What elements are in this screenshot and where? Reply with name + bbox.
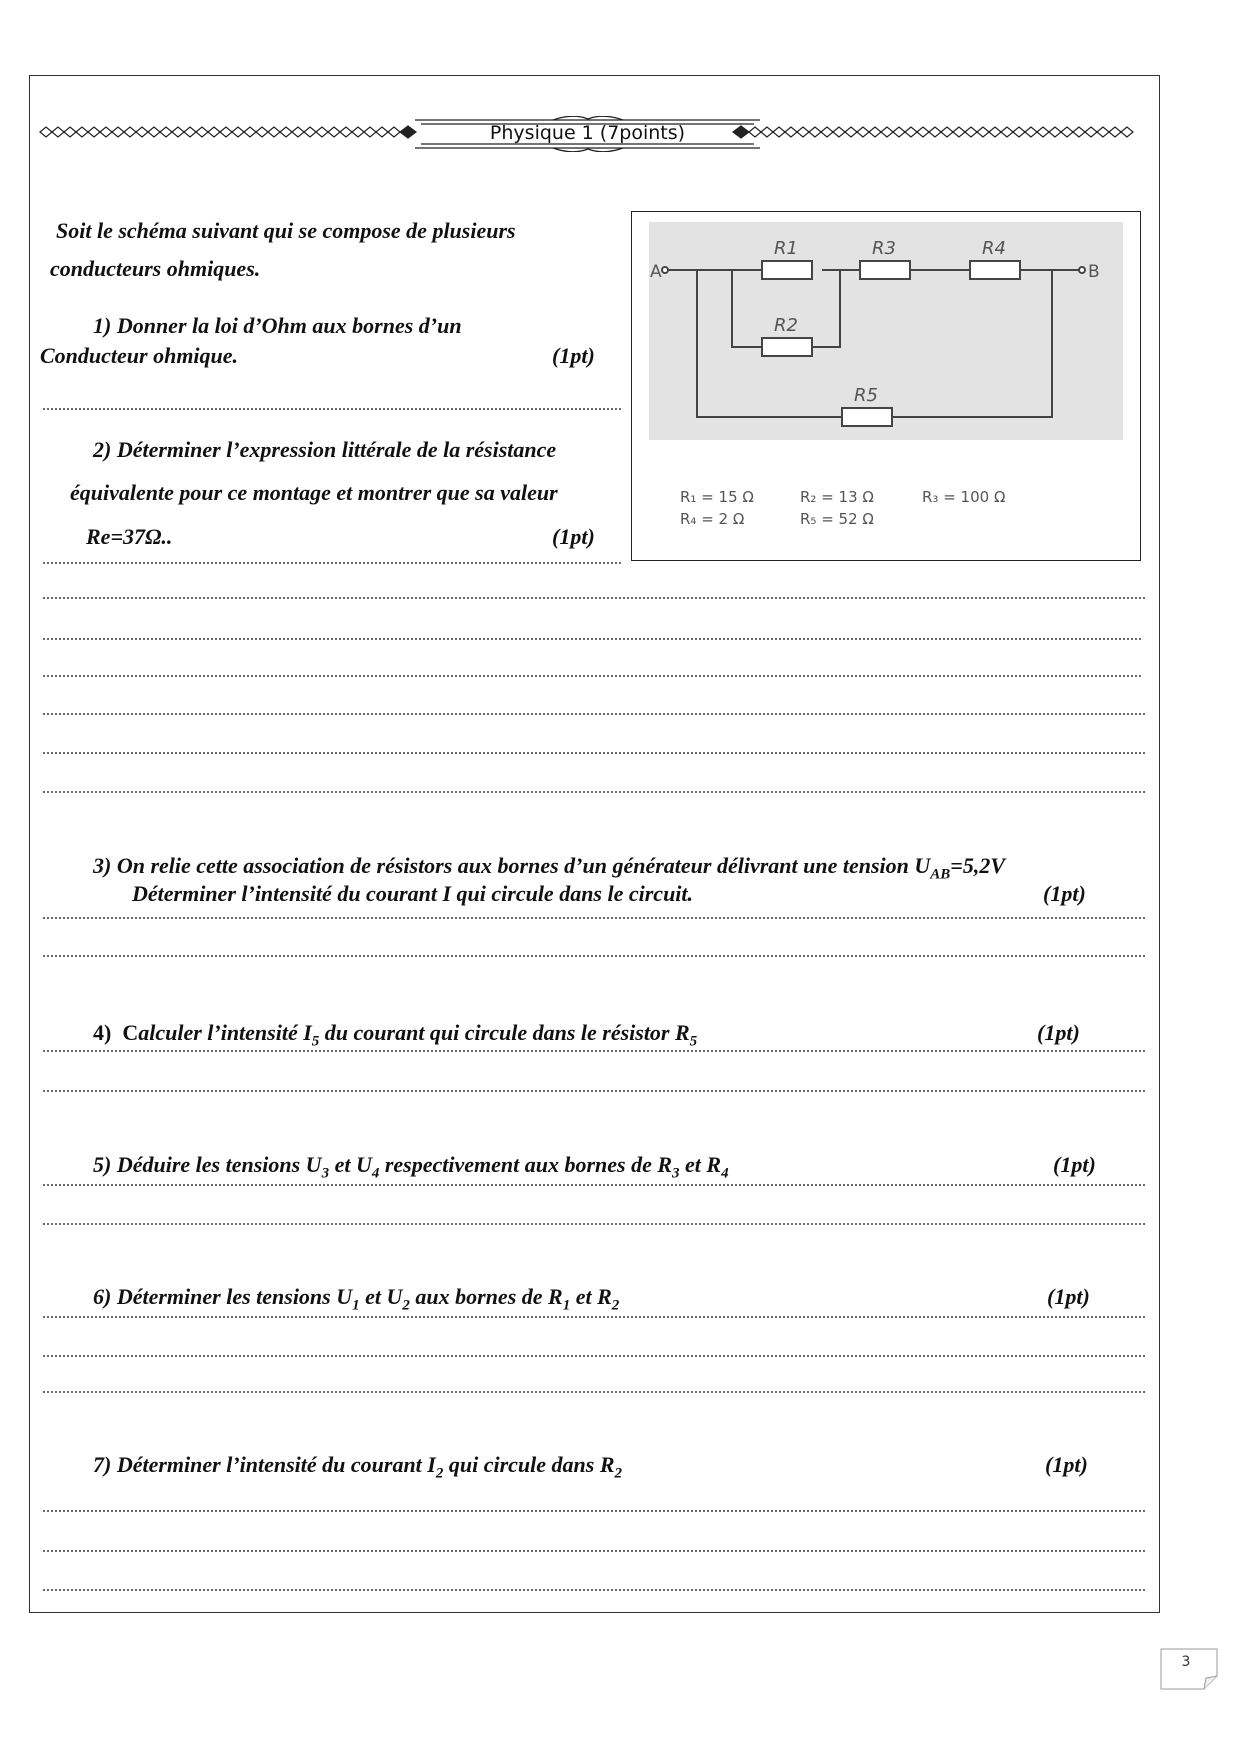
intro-line-2: conducteurs ohmiques. <box>50 256 261 281</box>
q2-points: (1pt) <box>552 524 595 549</box>
q3-subscript: AB <box>930 866 951 883</box>
q4-number: 4) <box>93 1020 112 1045</box>
r2-label: R2 <box>774 315 798 336</box>
r4-value: R₄ = 2 Ω <box>680 510 745 528</box>
q2-line-2: équivalente pour ce montage et montrer que sa valeur <box>70 480 558 505</box>
q5-points: (1pt) <box>1053 1152 1096 1177</box>
circuit-figure <box>631 211 1141 561</box>
q2-line-1: 2) Déterminer l’expression littérale de la résistance <box>93 437 557 462</box>
page-number: 3 <box>1181 1654 1191 1670</box>
q3-points: (1pt) <box>1043 881 1086 906</box>
q6-sub-1: 1 <box>352 1297 360 1314</box>
q5-text-d: et R <box>679 1152 722 1177</box>
q1-line-2: Conducteur ohmique. <box>40 343 239 368</box>
resistor-r2 <box>762 338 812 356</box>
q6-points: (1pt) <box>1047 1284 1090 1309</box>
q5-text-a: 5) Déduire les tensions U <box>93 1152 322 1177</box>
q6-text-b: et U <box>359 1284 403 1309</box>
r4-label: R4 <box>982 238 1006 259</box>
answer-line <box>42 1355 1146 1357</box>
resistor-r5 <box>842 408 892 426</box>
answer-line <box>42 955 1146 957</box>
answer-line <box>42 1223 1146 1225</box>
q7-text-a: 7) Déterminer l’intensité du courant I <box>93 1452 436 1477</box>
q4-points: (1pt) <box>1037 1020 1080 1045</box>
r3-value: R₃ = 100 Ω <box>922 488 1006 506</box>
answer-line <box>42 1184 1146 1186</box>
answer-line <box>42 1391 1146 1393</box>
q6-text-c: aux bornes de R <box>409 1284 563 1309</box>
intro-line-1: Soit le schéma suivant qui se compose de plusieurs <box>56 218 516 243</box>
q6-text <box>93 1284 620 1314</box>
section-title: Physique 1 (7points) <box>489 122 686 144</box>
q3-line-1-text: 3) On relie cette association de résistors aux bornes d’un générateur délivrant une tension U <box>93 853 931 878</box>
r5-label: R5 <box>854 385 878 406</box>
resistor-r4 <box>970 261 1020 279</box>
q4-text-a: alculer l’intensité I <box>138 1020 312 1045</box>
answer-line <box>42 408 622 410</box>
q6-sub-2: 2 <box>402 1297 410 1314</box>
q4-initial: C <box>122 1020 139 1045</box>
q5-sub-2: 4 <box>371 1165 380 1182</box>
answer-line <box>42 638 1142 640</box>
q6-text-a: 6) Déterminer les tensions U <box>93 1284 353 1309</box>
q7-text <box>93 1452 622 1482</box>
answer-line <box>42 675 1142 677</box>
q5-text-b: et U <box>329 1152 372 1177</box>
q2-line-3: Re=37Ω.. <box>86 524 173 549</box>
resistor-r3 <box>860 261 910 279</box>
q5-sub-1: 3 <box>321 1165 330 1182</box>
answer-line <box>42 1050 1146 1052</box>
answer-line <box>42 1090 1146 1092</box>
right-ornament <box>731 122 1137 142</box>
answer-line <box>42 597 1146 599</box>
resistor-r1 <box>762 261 812 279</box>
answer-line <box>42 562 622 564</box>
q5-sub-3: 3 <box>672 1165 680 1182</box>
node-a-label: A <box>650 262 662 282</box>
answer-line <box>42 791 1146 793</box>
q3-line-1 <box>93 853 1006 883</box>
q4-sub-2: 5 <box>689 1033 698 1050</box>
node-b-label: B <box>1088 262 1100 282</box>
q4-text-b: du courant qui circule dans le résistor R <box>319 1020 690 1045</box>
q6-sub-3: 1 <box>562 1297 571 1314</box>
page-number-box <box>1160 1648 1218 1690</box>
answer-line <box>42 1510 1146 1512</box>
q1-line-1: 1) Donner la loi d’Ohm aux bornes d’un <box>93 313 462 338</box>
q5-sub-4: 4 <box>721 1165 729 1182</box>
q4-text <box>93 1020 698 1050</box>
answer-line <box>42 1316 1146 1318</box>
r1-label: R1 <box>774 238 798 259</box>
q5-text-c: respectivement aux bornes de R <box>379 1152 673 1177</box>
terminal-a <box>662 267 668 273</box>
q5-text <box>93 1152 729 1182</box>
q7-sub-2: 2 <box>614 1465 622 1482</box>
q7-text-b: qui circule dans R <box>443 1452 615 1477</box>
answer-line <box>42 917 1146 919</box>
answer-line <box>42 752 1146 754</box>
r2-value: R₂ = 13 Ω <box>800 488 874 506</box>
section-title-wrap <box>413 116 762 152</box>
answer-line <box>42 1589 1146 1591</box>
q4-sub-1: 5 <box>311 1033 320 1050</box>
q3-line-2: Déterminer l’intensité du courant I qui circule dans le circuit. <box>132 881 694 906</box>
q1-points: (1pt) <box>552 343 595 368</box>
circuit-diagram <box>632 212 1139 559</box>
q6-sub-4: 2 <box>611 1297 620 1314</box>
q7-sub-1: 2 <box>435 1465 444 1482</box>
q7-points: (1pt) <box>1045 1452 1088 1477</box>
answer-line <box>42 713 1146 715</box>
r5-value: R₅ = 52 Ω <box>800 510 874 528</box>
answer-line <box>42 1550 1146 1552</box>
q6-text-d: et R <box>570 1284 612 1309</box>
terminal-b <box>1079 267 1085 273</box>
r1-value: R₁ = 15 Ω <box>680 488 754 506</box>
r3-label: R3 <box>872 238 896 259</box>
q3-line-1-end: =5,2V <box>950 853 1006 878</box>
left-ornament <box>38 122 418 142</box>
